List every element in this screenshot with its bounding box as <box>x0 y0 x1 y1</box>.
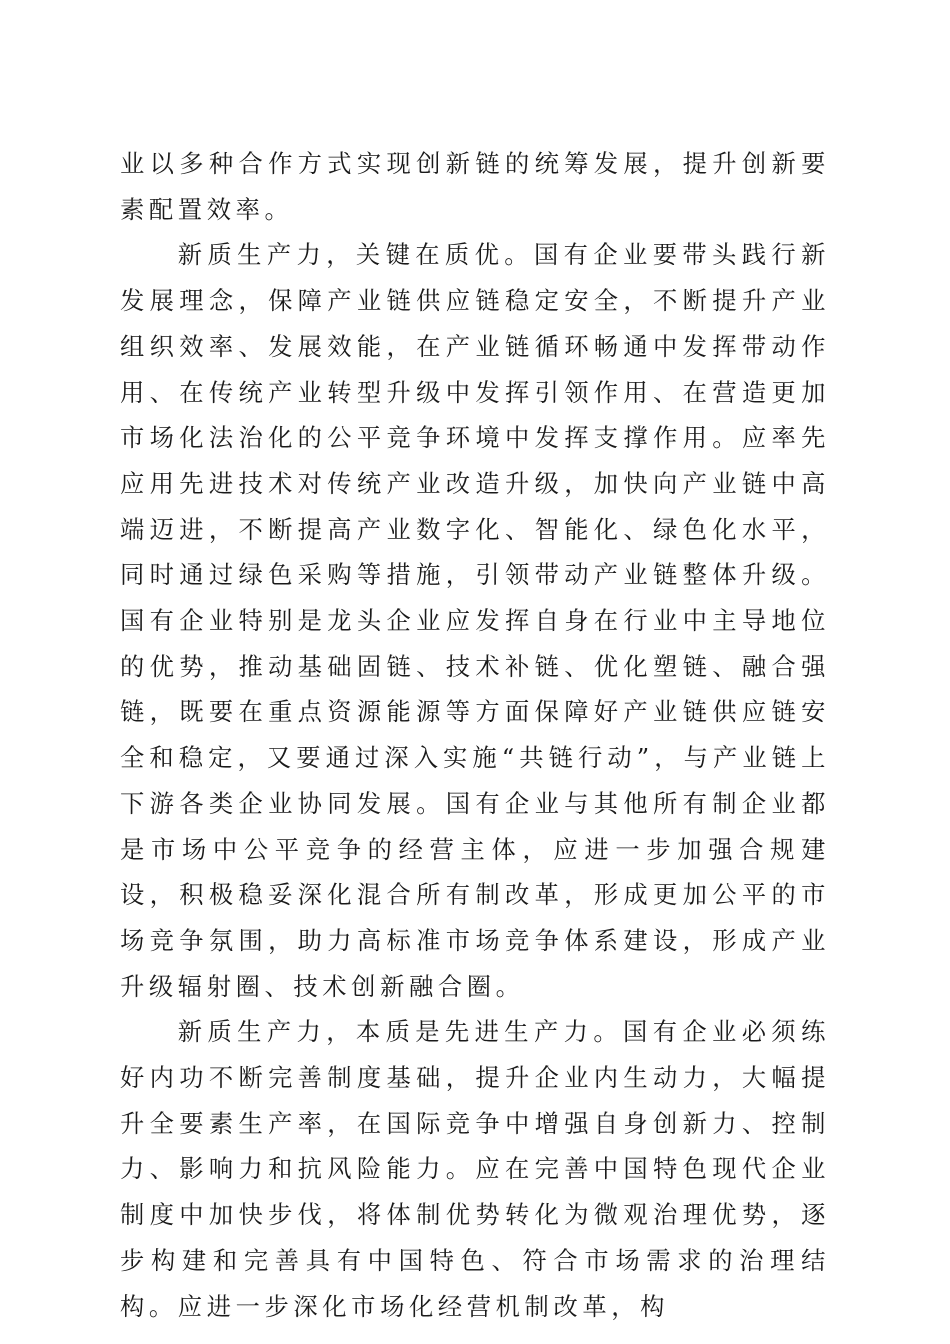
paragraph-continuation: 业以多种合作方式实现创新链的统筹发展，提升创新要素配置效率。 <box>120 149 830 224</box>
paragraph-advanced-productivity: 新质生产力，本质是先进生产力。国有企业必须练好内功不断完善制度基础，提升企业内生动力，大幅提升全要素生产率，在国际竞争中增强自身创新力、控制力、影响力和抗风险能力。应在完善中国特色现代企业制度中加快步伐，将体制优势转化为微观治理优势，逐步构建和完善具有中国特色、符合市场需求的治理结构。应进一步深化市场化经营机制改革，构 <box>120 1017 830 1321</box>
paragraph-quality: 新质生产力，关键在质优。国有企业要带头践行新发展理念，保障产业链供应链稳定安全，不断提升产业组织效率、发展效能，在产业链循环畅通中发挥带动作用、在传统产业转型升级中发挥引领作用、在营造更加市场化法治化的公平竞争环境中发挥支撑作用。应率先应用先进技术对传统产业改造升级，加快向产业链中高端迈进，不断提高产业数字化、智能化、绿色化水平，同时通过绿色采购等措施，引领带动产业链整体升级。国有企业特别是龙头企业应发挥自身在行业中主导地位的优势，推动基础固链、技术补链、优化塑链、融合强链，既要在重点资源能源等方面保障好产业链供应链安全和稳定，又要通过深入实施“共链行动”，与产业链上下游各类企业协同发展。国有企业与其他所有制企业都是市场中公平竞争的经营主体，应进一步加强合规建设，积极稳妥深化混合所有制改革，形成更加公平的市场竞争氛围，助力高标准市场竞争体系建设，形成产业升级辐射圈、技术创新融合圈。 <box>120 240 830 1001</box>
body-text <box>120 141 830 1329</box>
